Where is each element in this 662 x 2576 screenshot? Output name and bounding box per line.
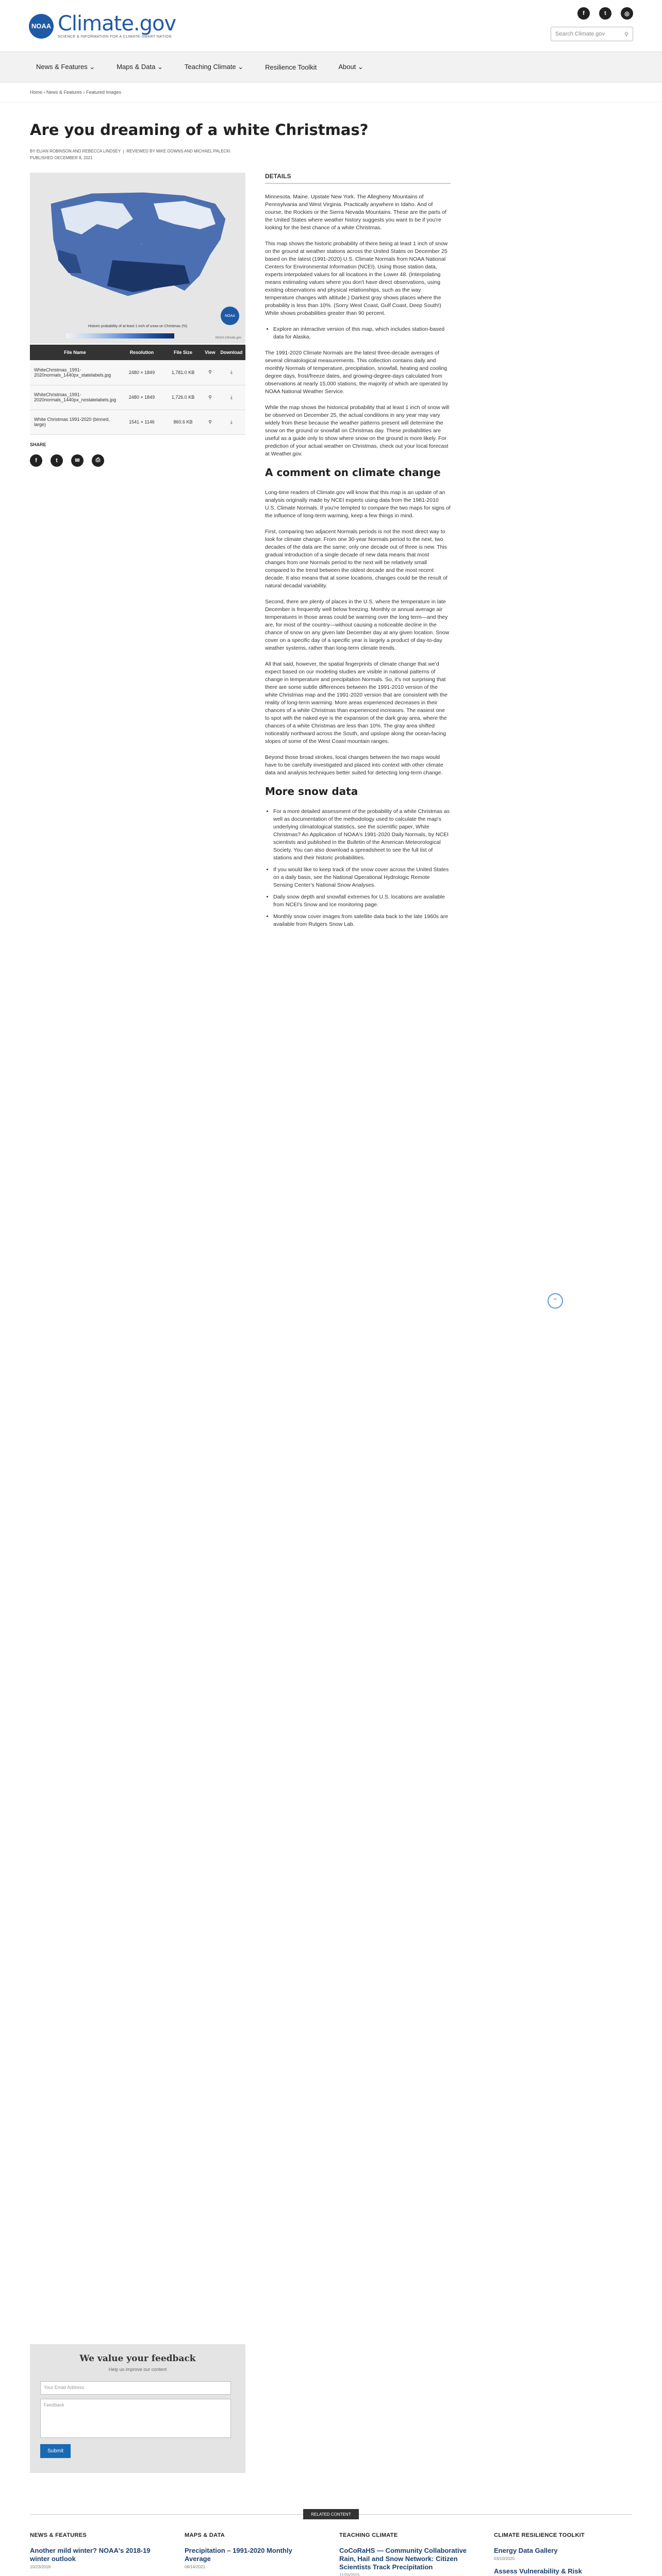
related-date: 11/20/2015 xyxy=(339,2573,360,2576)
col-view: View xyxy=(203,345,218,360)
table-row xyxy=(30,385,245,410)
download-icon[interactable]: ⤓ xyxy=(218,410,245,434)
search-icon[interactable]: ⚲ xyxy=(624,31,628,38)
details-heading: DETAILS xyxy=(265,173,451,184)
nav-maps-data[interactable]: Maps & Data ⌄ xyxy=(117,63,163,71)
details-paragraph: While the map shows the historical probability that at least 1 inch of snow will be observed on December 25, the actual conditions in any year may vary widely from these because the weather patterns present will determine the snow on the ground or snowfall on Christmas day. These probabilities are useful as a guide only to show where snow on the ground is more likely. For prediction of your actual weather on Christmas, check out your local forecast at Weather.gov. xyxy=(265,404,450,457)
site-logo[interactable] xyxy=(29,13,176,39)
publish-date: PUBLISHED DECEMBER 8, 2021 xyxy=(30,156,93,160)
logo-tagline: SCIENCE & INFORMATION FOR A CLIMATE-SMART NATION xyxy=(58,35,172,39)
details-paragraph: Minnesota. Maine. Upstate New York. The Allegheny Mountains of Pennsylvania and West Virginia. Practically anywhere in Idaho. And of course, the Rockies or the Sierra Nevada Mountains. These are the parts of the United States where weather history suggests you want to be if you're looking for the best chance of a white Christmas. xyxy=(265,194,446,231)
table-row xyxy=(30,360,245,385)
main-nav xyxy=(0,52,662,82)
share-buttons xyxy=(30,454,245,467)
col-download: Download xyxy=(218,345,245,360)
related-column xyxy=(185,2532,317,2576)
submit-button[interactable]: Submit xyxy=(40,2444,71,2458)
related-column-heading: CLIMATE RESILIENCE TOOLKIT xyxy=(494,2532,585,2538)
file-name: WhiteChristmas_1991-2020normals_1440px_nostatelabels.jpg xyxy=(30,385,120,410)
related-column-heading: MAPS & DATA xyxy=(185,2532,225,2538)
related-column xyxy=(30,2532,162,2576)
related-item xyxy=(185,2547,317,2569)
site-header xyxy=(0,0,662,52)
nav-news-features[interactable]: News & Features ⌄ xyxy=(36,63,95,71)
list-item[interactable]: • For a more detailed assessment of the probability of a white Christmas as well as documentation of the methodology used to calculate the map's underlying climatological statistics, see the scientific paper, White Christmas? An Application of NOAA's 1991-2020 Daily Normals, by NCEI scientists and published in the Bulletin of the American Meteorological Society. You can also download a spreadsheet to see the full list of stations and their historic probabilities. xyxy=(273,808,451,862)
related-content xyxy=(30,2532,632,2576)
share-email-icon[interactable]: ✉ xyxy=(71,454,84,467)
details-paragraph: This map shows the historic probability of there being at least 1 inch of snow on the ground at weather stations across the United States on December 25 based on the latest (1991-2020) U.S. Climate Normals from NOAA National Centers for Environmental Information (NCEI). Using those station data, experts interpolated values for all locations in the Lower 48. (Interpolating means estimating values where you don't have direct observations, using existing observations and physical relationships, such as the way temperature changes with altitude.) Darkest gray shows places where the probability is less than 10%. (Sorry West Coast, Gulf Coast, Deep South!) White shows probabilities greater than 90 percent. xyxy=(265,241,448,316)
article-body xyxy=(265,173,451,937)
list-item[interactable]: • Daily snow depth and snowfall extremes for U.S. locations are available from NCEI's Snow and Ice monitoring page. xyxy=(273,893,451,909)
related-content-label: RELATED CONTENT xyxy=(303,2509,359,2519)
more-snow-heading: More snow data xyxy=(265,785,358,798)
feedback-form xyxy=(30,2344,245,2473)
file-resolution: 2480 × 1849 xyxy=(120,385,163,410)
map-caption: Historic probability of at least 1 inch of snow on Christmas (%) xyxy=(88,325,188,328)
related-item xyxy=(494,2547,626,2561)
related-column-heading: NEWS & FEATURES xyxy=(30,2532,87,2538)
file-size: 1,726.0 KB xyxy=(163,385,203,410)
header-social-links xyxy=(577,7,633,20)
byline-authors: BY ELIAN ROBINSON AND REBECCA LINDSEY xyxy=(30,149,121,154)
related-item xyxy=(494,2567,626,2576)
view-icon[interactable]: ⚲ xyxy=(203,410,218,434)
related-date: 06/14/2021 xyxy=(185,2565,206,2569)
share-print-icon[interactable]: ⎙ xyxy=(92,454,104,467)
col-file-name: File Name xyxy=(30,345,120,360)
feedback-title: We value your feedback xyxy=(79,2353,196,2364)
download-icon[interactable]: ⤓ xyxy=(218,360,245,385)
white-christmas-map[interactable] xyxy=(30,173,245,344)
email-field[interactable]: Your Email Address xyxy=(40,2381,231,2395)
file-resolution: 1541 × 1146 xyxy=(120,410,163,434)
facebook-icon[interactable]: f xyxy=(577,7,590,20)
table-header-row xyxy=(30,345,245,360)
svg-text:.: . xyxy=(141,241,142,246)
download-icon[interactable]: ⤓ xyxy=(218,385,245,410)
related-column-heading: TEACHING CLIMATE xyxy=(339,2532,398,2538)
file-resolution: 2480 × 1849 xyxy=(120,360,163,385)
logo-text: Climate.gov xyxy=(58,12,176,36)
related-link[interactable]: CoCoRaHS — Community Collaborative Rain, Hail and Snow Network: Citizen Scientists Track Precipitation xyxy=(339,2547,467,2571)
climate-change-heading: A comment on climate change xyxy=(265,466,441,479)
map-color-scale xyxy=(66,333,174,338)
related-link[interactable]: Precipitation – 1991-2020 Monthly Average xyxy=(185,2547,292,2563)
file-name: White Christmas 1991-2020 (binned, large) xyxy=(30,410,120,434)
related-link[interactable]: Another mild winter? NOAA's 2018-19 winter outlook xyxy=(30,2547,151,2563)
noaa-badge: NOAA xyxy=(29,14,54,39)
file-size: 860.6 KB xyxy=(163,410,203,434)
breadcrumb[interactable]: Home › News & Features › Featured Images xyxy=(0,82,662,103)
interactive-map-bullet[interactable]: • Explore an interactive version of this map, which includes station-based data for Alaska. xyxy=(273,326,451,341)
related-item xyxy=(339,2547,471,2576)
related-column xyxy=(494,2532,626,2576)
col-resolution: Resolution xyxy=(120,345,163,360)
list-item[interactable]: • Monthly snow cover images from satellite data back to the late 1960s are available from Rutgers Snow Lab. xyxy=(273,913,451,928)
byline-reviewers: REVIEWED BY MIKE DOWNS AND MICHAEL PALECKI xyxy=(126,149,230,154)
related-link[interactable]: Energy Data Gallery xyxy=(494,2547,558,2554)
col-file-size: File Size xyxy=(163,345,203,360)
climate-paragraph: Long-time readers of Climate.gov will know that this map is an update of an analysis originally made by NCEI experts using data from the 1981-2010 U.S. Climate Normals. If you're tempted to compare the two maps for signs of the influence of long-term warming, keep a few things in mind. xyxy=(265,489,451,519)
map-credit: NOAA Climate.gov xyxy=(215,336,241,340)
view-icon[interactable]: ⚲ xyxy=(203,360,218,385)
related-link[interactable]: Assess Vulnerability & Risk xyxy=(494,2567,582,2575)
climate-paragraph: First, comparing two adjacent Normals periods is not the most direct way to look for climate change. From one 30-year Normals period to the next, two decades of the data are the same; only one decade out of three is new. This gradual introduction of a single decade of new data means that most changes from one Normals period to the next will be relatively small compared to the trend between the oldest decade and the most recent decade. It also means that at some locations, changes could be the result of natural decadal variability. xyxy=(265,529,448,589)
nav-resilience-toolkit[interactable]: Resilience Toolkit xyxy=(265,63,317,71)
details-paragraph: The 1991-2020 Climate Normals are the latest three-decade averages of several climatological measurements. This collection contains daily and monthly Normals of temperature, precipitation, snowfall, heating and cooling degree days, frost/freeze dates, and growing-degree-days calculated from observations at nearly 15,000 stations, the majority of which are operated by NOAA National Weather Service. xyxy=(265,350,448,395)
feedback-field[interactable]: Feedback xyxy=(40,2399,231,2438)
search-placeholder: Search Climate.gov xyxy=(555,31,605,37)
share-facebook-icon[interactable]: f xyxy=(30,454,42,467)
view-icon[interactable]: ⚲ xyxy=(203,385,218,410)
usa-snow-map xyxy=(30,173,245,322)
file-size: 1,781.0 KB xyxy=(163,360,203,385)
related-column xyxy=(339,2532,471,2576)
table-row xyxy=(30,410,245,434)
twitter-icon[interactable]: t xyxy=(599,7,611,20)
climate-paragraph: Beyond those broad strokes, local changes between the two maps would have to be carefully investigated and placed into context with other climate data and analysis techniques better suited for detecting long-term change. xyxy=(265,754,443,776)
climate-paragraph: All that said, however, the spatial fingerprints of climate change that we'd expect based on our modeling studies are visible in national patterns of change in temperature and precipitation Normals. So, it's not surprising that there are some subtle differences between the 1991-2010 version of the white Christmas map and the 1991-2020 version that are consistent with the reality of long-term warming. More areas experienced decreases in their chances of a white Christmas than experienced increases. The easiest one to spot with the naked eye is the expansion of the dark gray area, where the chances of a white Christmas are less than 10%. The gray area shifted noticeably northward across the South, and upslope along the ocean-facing slopes of some of the West Coast mountain ranges. xyxy=(265,661,448,744)
noaa-logo-icon: NOAA xyxy=(221,307,239,325)
feedback-subtitle: Help us improve our content xyxy=(108,2367,167,2372)
download-table xyxy=(30,345,245,435)
file-name: WhiteChristmas_1991-2020normals_1440px_statelabels.jpg xyxy=(30,360,120,385)
related-date: 03/10/2020 xyxy=(494,2556,515,2561)
climate-paragraph: Second, there are plenty of places in the U.S. where the temperature in late December is frequently well below freezing. Monthly or annual average air temperatures in those areas could be warming over the long term—and they are, for most of the country—without causing a noticeable decline in the chance of snow on any given late December day at any given location. Snow cover on a specific day of a specific year is largely a product of day-to-day weather systems, rather than long-term climate trends. xyxy=(265,599,450,651)
byline: BY ELIAN ROBINSON AND REBECCA LINDSEY | REVIEWED BY MIKE DOWNS AND MICHAEL PALECKI PUBLISHED DECEMBER 8, 2021 xyxy=(30,149,230,160)
more-snow-list xyxy=(273,808,451,928)
instagram-icon[interactable]: ◎ xyxy=(621,7,633,20)
related-date: 10/23/2018 xyxy=(30,2565,51,2569)
back-to-top-icon[interactable]: ⌃ xyxy=(548,1293,563,1309)
page-title: Are you dreaming of a white Christmas? xyxy=(30,121,369,139)
search-input[interactable] xyxy=(551,27,633,41)
related-item xyxy=(30,2547,162,2569)
nav-teaching-climate[interactable]: Teaching Climate ⌄ xyxy=(184,63,244,71)
nav-about[interactable]: About ⌄ xyxy=(338,63,363,71)
share-label: SHARE xyxy=(30,442,46,447)
share-twitter-icon[interactable]: t xyxy=(51,454,63,467)
list-item[interactable]: • If you would like to keep track of the snow cover across the United States on a daily basis, see the National Operational Hydrologic Remote Sensing Center's National Snow Analyses. xyxy=(273,866,451,889)
